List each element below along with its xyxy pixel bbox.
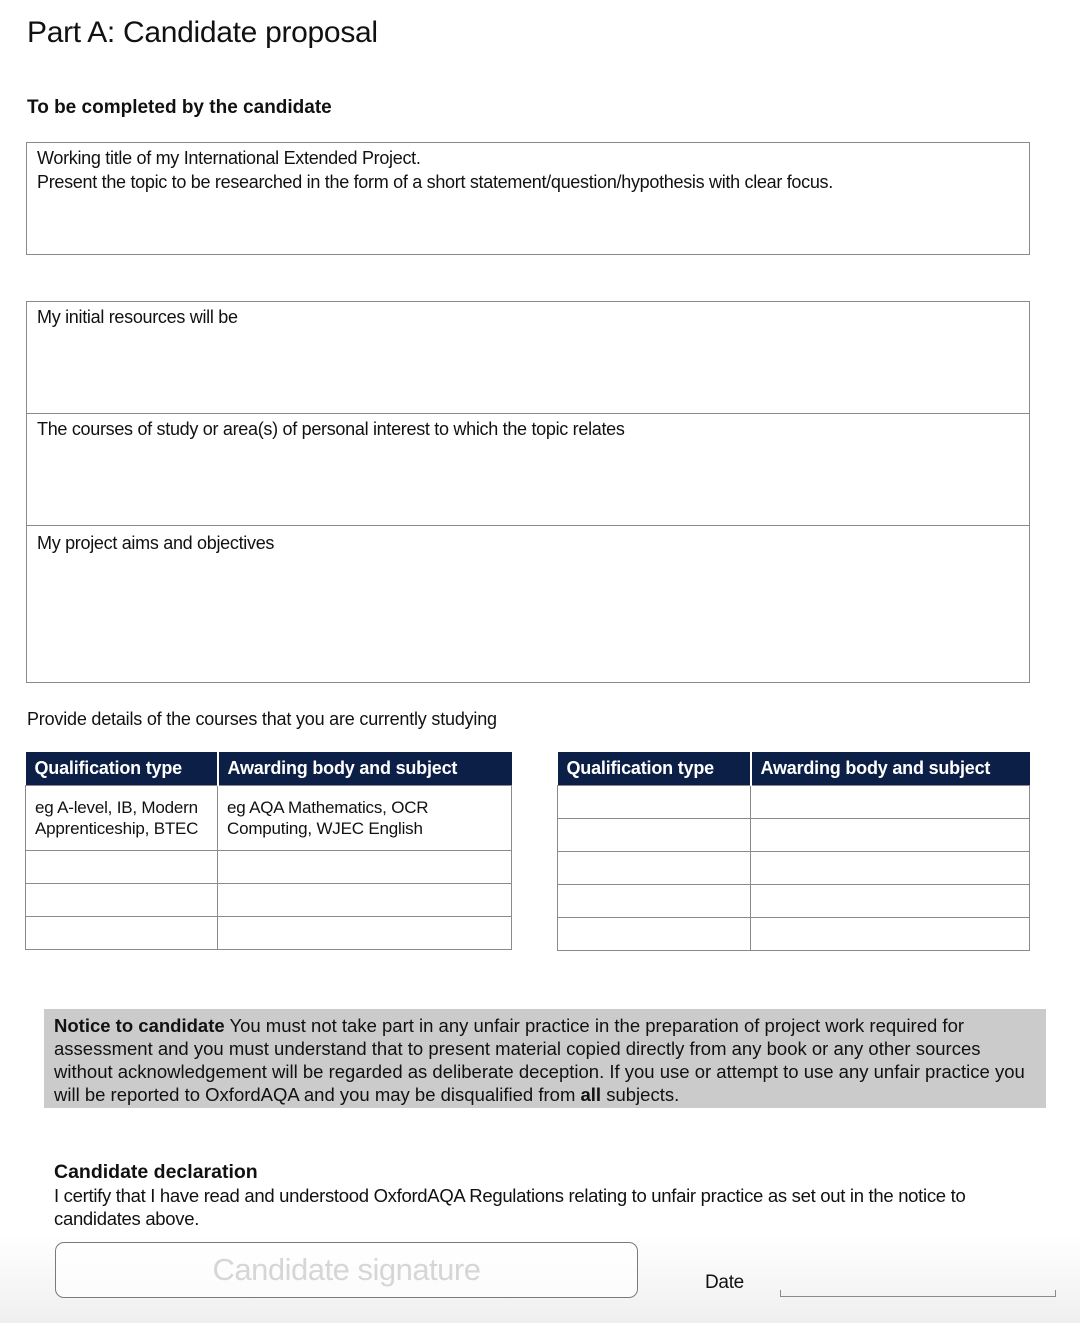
courses-intro: Provide details of the courses that you are currently studying xyxy=(27,709,497,729)
declaration-title: Candidate declaration xyxy=(54,1161,258,1183)
example-awarding-cell: eg AQA Mathematics, OCR Computing, WJEC English xyxy=(218,786,512,851)
column-header-awarding: Awarding body and subject xyxy=(218,752,512,786)
signature-placeholder: Candidate signature xyxy=(212,1252,481,1287)
column-header-qualification: Qualification type xyxy=(558,752,751,786)
qualification-input[interactable] xyxy=(558,852,751,885)
awarding-input[interactable] xyxy=(751,786,1030,819)
working-title-field[interactable] xyxy=(26,142,1030,255)
awarding-input[interactable] xyxy=(751,852,1030,885)
qualification-input[interactable] xyxy=(26,917,218,950)
initial-resources-label: My initial resources will be xyxy=(37,307,238,327)
table-header-row xyxy=(26,752,512,786)
example-qualification-cell: eg A-level, IB, Modern Apprenticeship, BTEC xyxy=(26,786,218,851)
qualification-input[interactable] xyxy=(26,884,218,917)
working-title-label: Working title of my International Extended Project. xyxy=(37,148,421,168)
working-title-instructions: Present the topic to be researched in the form of a short statement/question/hypothesis with clear focus. xyxy=(37,172,833,192)
qualification-input[interactable] xyxy=(558,885,751,918)
date-field[interactable] xyxy=(780,1290,1056,1297)
table-row xyxy=(26,851,512,884)
candidate-signature-field[interactable] xyxy=(55,1242,638,1298)
courses-of-study-field[interactable] xyxy=(26,413,1030,526)
awarding-input[interactable] xyxy=(751,819,1030,852)
qualification-input[interactable] xyxy=(558,786,751,819)
awarding-input[interactable] xyxy=(751,918,1030,951)
awarding-input[interactable] xyxy=(218,851,512,884)
table-row xyxy=(558,819,1030,852)
table-row xyxy=(26,884,512,917)
courses-table-right xyxy=(557,752,1030,951)
notice-lead: Notice to candidate xyxy=(54,1015,225,1036)
aims-objectives-label: My project aims and objectives xyxy=(37,533,275,553)
declaration-text: I certify that I have read and understood OxfordAQA Regulations relating to unfair practice as set out in the notice to candidates above. xyxy=(54,1185,966,1229)
date-label: Date xyxy=(705,1272,744,1293)
aims-objectives-field[interactable] xyxy=(26,525,1030,683)
notice-emphasis: all xyxy=(580,1084,602,1105)
awarding-input[interactable] xyxy=(218,917,512,950)
table-row xyxy=(558,885,1030,918)
notice-body: You must not take part in any unfair practice in the preparation of project work required for assessment and you must understand that to present material copied directly from any book or any other sources without acknowledgement will be regarded as deliberate deception. If you use or attempt to use any unfair practice you will be reported to OxfordAQA and you may be disqualified from xyxy=(54,1015,1025,1105)
table-row xyxy=(558,918,1030,951)
section-subtitle: To be completed by the candidate xyxy=(27,97,332,118)
courses-of-study-label: The courses of study or area(s) of personal interest to which the topic relates xyxy=(37,419,625,439)
table-row xyxy=(26,917,512,950)
awarding-input[interactable] xyxy=(218,884,512,917)
notice-body-end: subjects. xyxy=(601,1084,680,1105)
notice-to-candidate xyxy=(44,1009,1046,1108)
page-title: Part A: Candidate proposal xyxy=(27,16,378,49)
column-header-awarding: Awarding body and subject xyxy=(751,752,1030,786)
qualification-input[interactable] xyxy=(558,819,751,852)
qualification-input[interactable] xyxy=(26,851,218,884)
table-row xyxy=(558,852,1030,885)
table-row-example xyxy=(26,786,512,851)
table-header-row xyxy=(558,752,1030,786)
table-row xyxy=(558,786,1030,819)
initial-resources-field[interactable] xyxy=(26,301,1030,414)
courses-table-left xyxy=(25,752,512,950)
qualification-input[interactable] xyxy=(558,918,751,951)
awarding-input[interactable] xyxy=(751,885,1030,918)
column-header-qualification: Qualification type xyxy=(26,752,218,786)
